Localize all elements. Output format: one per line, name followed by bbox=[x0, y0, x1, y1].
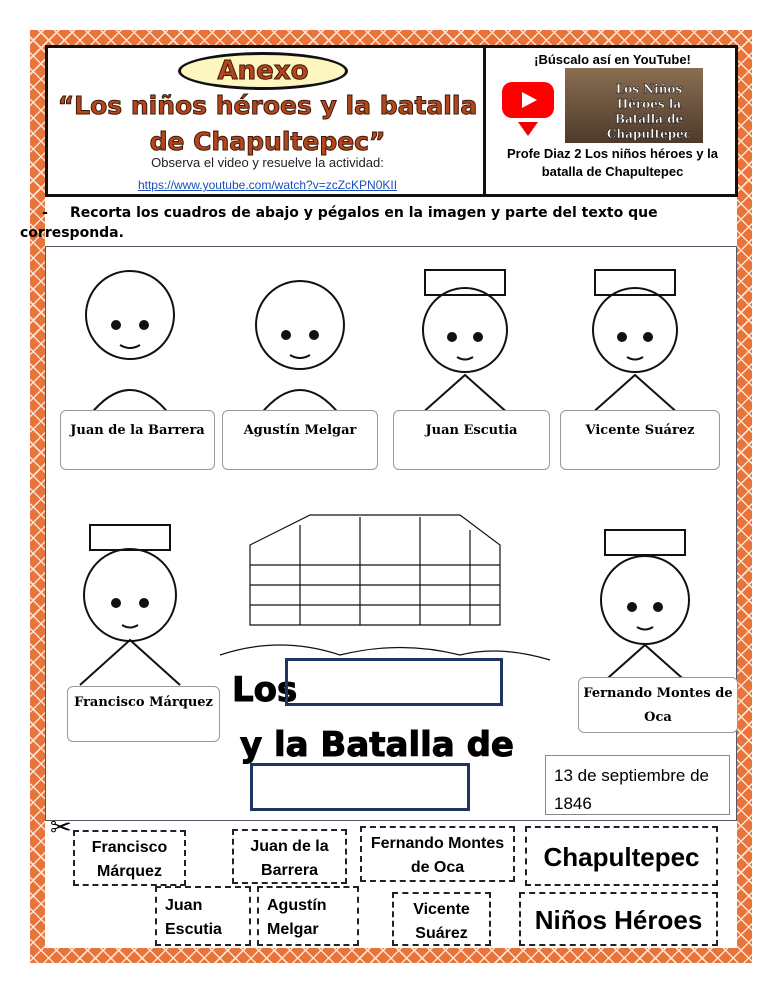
sentence-los: Los bbox=[232, 670, 298, 710]
task-text: Recorta los cuadros de abajo y pégalos en la imagen y parte del texto que corresponda. bbox=[20, 205, 658, 241]
cutout-card[interactable]: Francisco Márquez bbox=[73, 830, 186, 886]
boy-figure bbox=[600, 530, 690, 685]
cutout-card[interactable]: Chapultepec bbox=[525, 826, 718, 886]
name-scroll: Fernando Montes de Oca bbox=[578, 677, 738, 733]
youtube-icon bbox=[502, 82, 554, 118]
boy-figure bbox=[256, 281, 344, 415]
cutout-card[interactable]: Niños Héroes bbox=[519, 892, 718, 946]
video-link[interactable]: https://www.youtube.com/watch?v=zcZcKPN0KII bbox=[137, 178, 398, 192]
cutout-card[interactable]: Juan de la Barrera bbox=[232, 829, 347, 884]
anexo-badge: Anexo bbox=[178, 52, 348, 90]
sentence-batalla: y la Batalla de bbox=[240, 725, 514, 765]
cutout-card[interactable]: Juan Escutia bbox=[155, 886, 251, 946]
boy-figure bbox=[80, 525, 180, 685]
name-scroll: Agustín Melgar bbox=[222, 410, 378, 470]
paste-box-place[interactable] bbox=[250, 763, 470, 811]
name-scroll: Francisco Márquez bbox=[67, 686, 220, 742]
illustration bbox=[60, 255, 740, 695]
youtube-label: ¡Búscalo así en YouTube! bbox=[534, 52, 691, 67]
cutout-card[interactable]: Fernando Montes de Oca bbox=[360, 826, 515, 882]
name-scroll: Juan de la Barrera bbox=[60, 410, 215, 470]
name-scroll: Juan Escutia bbox=[393, 410, 550, 470]
cutout-card[interactable]: Vicente Suárez bbox=[392, 892, 491, 946]
cutout-card[interactable]: Agustín Melgar bbox=[257, 886, 359, 946]
arrow-down-icon bbox=[518, 122, 538, 136]
task-instruction bbox=[20, 203, 720, 243]
page-title: “Los niños héroes y la batalla de Chapultepec” bbox=[57, 91, 478, 156]
boy-figure bbox=[590, 270, 680, 415]
name-scroll: Vicente Suárez bbox=[560, 410, 720, 470]
boy-figure bbox=[420, 270, 510, 415]
instruction-text: Observa el video y resuelve la actividad: bbox=[151, 155, 384, 170]
bullet: - bbox=[42, 205, 48, 221]
castle-drawing bbox=[220, 515, 550, 660]
video-thumbnail[interactable]: Los Niños Héroes la Batalla de Chapultepec bbox=[565, 68, 703, 143]
date-box: 13 de septiembre de 1846 bbox=[545, 755, 730, 815]
scissors-icon: ✂ bbox=[50, 812, 72, 842]
paste-box-heroes[interactable] bbox=[285, 658, 503, 706]
boy-figure bbox=[86, 271, 174, 415]
video-caption: Profe Diaz 2 Los niños héroes y la batalla de Chapultepec bbox=[507, 146, 718, 179]
